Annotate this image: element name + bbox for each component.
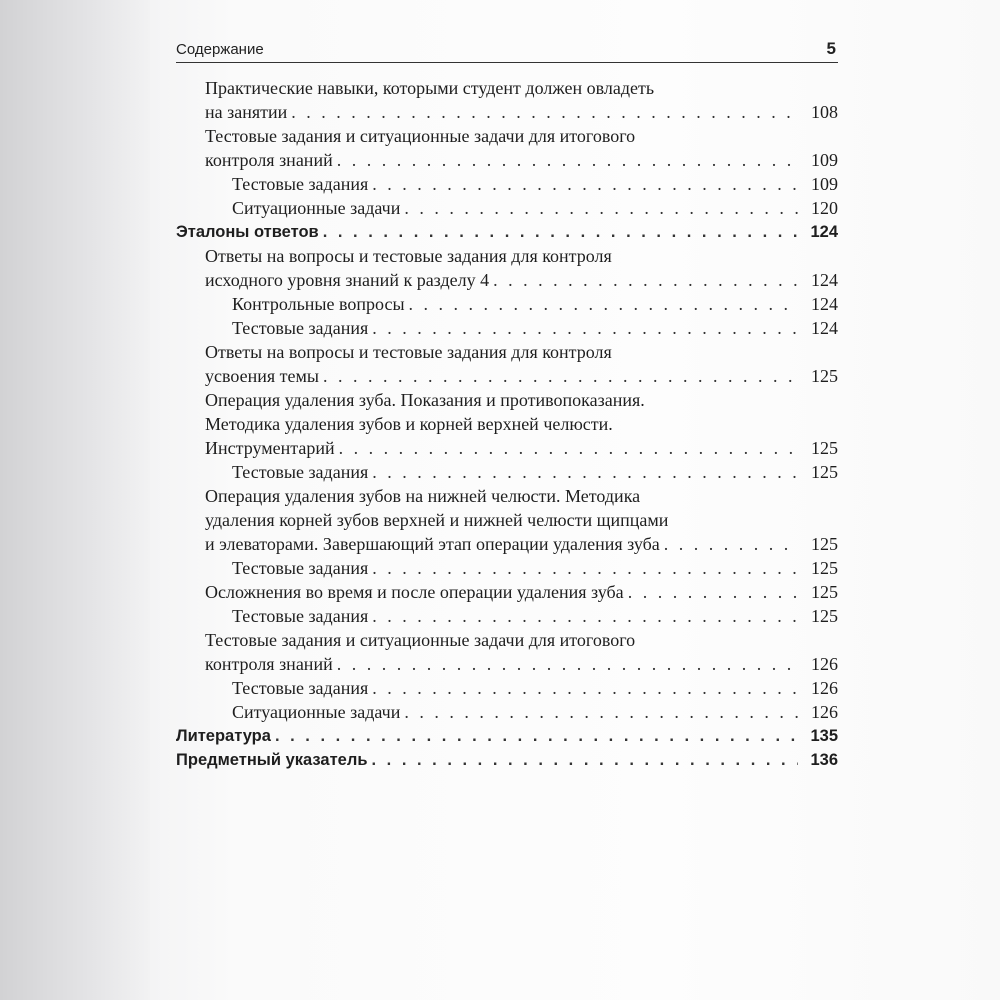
dot-leader bbox=[372, 676, 798, 700]
dot-leader bbox=[372, 316, 798, 340]
toc-entry bbox=[176, 556, 838, 580]
toc-entry bbox=[176, 244, 838, 292]
toc-entry bbox=[176, 388, 838, 460]
toc-entry-text: контроля знаний bbox=[205, 150, 333, 170]
toc-entry-text: Эталоны ответов bbox=[176, 223, 319, 241]
table-of-contents bbox=[176, 76, 838, 772]
toc-entry bbox=[176, 76, 838, 124]
toc-line bbox=[176, 220, 838, 244]
toc-entry-text: контроля знаний bbox=[205, 654, 333, 674]
toc-page-number: 120 bbox=[811, 198, 838, 218]
toc-entry bbox=[176, 340, 838, 388]
toc-line bbox=[176, 676, 838, 700]
toc-entry-text: Инструментарий bbox=[205, 438, 335, 458]
toc-entry bbox=[176, 196, 838, 220]
toc-line bbox=[176, 652, 838, 676]
dot-leader bbox=[372, 172, 798, 196]
toc-line bbox=[176, 700, 838, 724]
toc-line bbox=[176, 148, 838, 172]
toc-page-number: 136 bbox=[810, 751, 838, 769]
toc-entry bbox=[176, 676, 838, 700]
toc-line bbox=[176, 412, 838, 436]
toc-page-number: 126 bbox=[811, 702, 838, 722]
dot-leader bbox=[409, 292, 798, 316]
toc-entry bbox=[176, 172, 838, 196]
dot-leader bbox=[323, 364, 798, 388]
toc-entry-text: Практические навыки, которыми студент должен овладеть bbox=[205, 78, 655, 98]
toc-line bbox=[176, 508, 838, 532]
toc-line bbox=[176, 460, 838, 484]
dot-leader bbox=[337, 148, 798, 172]
toc-entry bbox=[176, 748, 838, 772]
toc-entry-text: Предметный указатель bbox=[176, 751, 368, 769]
bleed-through-texture bbox=[840, 330, 880, 630]
dot-leader bbox=[664, 532, 798, 556]
toc-entry-text: исходного уровня знаний к разделу 4 bbox=[205, 270, 490, 290]
toc-entry-text: Ответы на вопросы и тестовые задания для контроля bbox=[205, 246, 612, 266]
toc-entry-text: Тестовые задания и ситуационные задачи для итогового bbox=[205, 630, 636, 650]
toc-entry-text: усвоения темы bbox=[205, 366, 319, 386]
toc-page-number: 124 bbox=[811, 270, 838, 290]
toc-entry-text: Операция удаления зубов на нижней челюсти. Методика bbox=[205, 486, 641, 506]
toc-page-number: 125 bbox=[811, 558, 838, 578]
toc-page-number: 124 bbox=[811, 294, 838, 314]
dot-leader bbox=[493, 268, 798, 292]
toc-line bbox=[176, 244, 838, 268]
dot-leader bbox=[372, 460, 798, 484]
toc-line bbox=[176, 724, 838, 748]
toc-line bbox=[176, 580, 838, 604]
toc-entry bbox=[176, 724, 838, 748]
toc-entry-text: Ответы на вопросы и тестовые задания для контроля bbox=[205, 342, 612, 362]
toc-entry-text: Тестовые задания bbox=[232, 678, 369, 698]
toc-line bbox=[176, 172, 838, 196]
toc-line bbox=[176, 316, 838, 340]
dot-leader bbox=[404, 196, 798, 220]
toc-entry-text: Литература bbox=[176, 727, 271, 745]
toc-entry bbox=[176, 580, 838, 604]
dot-leader bbox=[371, 748, 798, 772]
toc-entry-text: на занятии bbox=[205, 102, 288, 122]
toc-line bbox=[176, 268, 838, 292]
toc-entry bbox=[176, 604, 838, 628]
toc-page-number: 125 bbox=[811, 582, 838, 602]
toc-line bbox=[176, 628, 838, 652]
toc-entry bbox=[176, 124, 838, 172]
toc-entry-text: Методика удаления зубов и корней верхней челюсти. bbox=[205, 414, 613, 434]
toc-line bbox=[176, 556, 838, 580]
toc-page-number: 109 bbox=[811, 150, 838, 170]
dot-leader bbox=[628, 580, 798, 604]
toc-page-number: 125 bbox=[811, 534, 838, 554]
toc-entry-text: Ситуационные задачи bbox=[232, 702, 401, 722]
toc-entry-text: Тестовые задания bbox=[232, 558, 369, 578]
toc-entry bbox=[176, 700, 838, 724]
header-title: Содержание bbox=[176, 41, 264, 58]
dot-leader bbox=[323, 220, 798, 244]
dot-leader bbox=[275, 724, 798, 748]
toc-line bbox=[176, 100, 838, 124]
toc-line bbox=[176, 340, 838, 364]
toc-page-number: 125 bbox=[811, 606, 838, 626]
toc-page-number: 126 bbox=[811, 678, 838, 698]
toc-entry-text: Тестовые задания bbox=[232, 318, 369, 338]
toc-entry bbox=[176, 628, 838, 676]
toc-line bbox=[176, 436, 838, 460]
toc-entry-text: Тестовые задания bbox=[232, 606, 369, 626]
toc-entry bbox=[176, 292, 838, 316]
toc-entry-text: Операция удаления зуба. Показания и противопоказания. bbox=[205, 390, 645, 410]
toc-entry bbox=[176, 316, 838, 340]
toc-line bbox=[176, 388, 838, 412]
toc-page-number: 109 bbox=[811, 174, 838, 194]
toc-entry-text: удаления корней зубов верхней и нижней челюсти щипцами bbox=[205, 510, 669, 530]
toc-entry bbox=[176, 484, 838, 556]
toc-line bbox=[176, 364, 838, 388]
toc-page-number: 135 bbox=[810, 727, 838, 745]
toc-entry bbox=[176, 220, 838, 244]
dot-leader bbox=[337, 652, 798, 676]
toc-line bbox=[176, 292, 838, 316]
toc-line bbox=[176, 76, 838, 100]
toc-page-number: 125 bbox=[811, 462, 838, 482]
dot-leader bbox=[372, 604, 798, 628]
toc-line bbox=[176, 484, 838, 508]
toc-page-number: 125 bbox=[811, 366, 838, 386]
dot-leader bbox=[291, 100, 798, 124]
toc-entry-text: Контрольные вопросы bbox=[232, 294, 405, 314]
dot-leader bbox=[339, 436, 798, 460]
toc-line bbox=[176, 196, 838, 220]
toc-line bbox=[176, 532, 838, 556]
toc-entry-text: Тестовые задания bbox=[232, 462, 369, 482]
header-page-number: 5 bbox=[826, 39, 836, 58]
toc-line bbox=[176, 748, 838, 772]
book-spine-shadow bbox=[0, 0, 150, 1000]
toc-page-number: 125 bbox=[811, 438, 838, 458]
toc-entry-text: Тестовые задания и ситуационные задачи для итогового bbox=[205, 126, 636, 146]
toc-page-number: 126 bbox=[811, 654, 838, 674]
page-header bbox=[176, 32, 838, 63]
toc-entry-text: Ситуационные задачи bbox=[232, 198, 401, 218]
toc-entry-text: Тестовые задания bbox=[232, 174, 369, 194]
toc-page-number: 124 bbox=[811, 318, 838, 338]
toc-entry bbox=[176, 460, 838, 484]
toc-entry-text: и элеваторами. Завершающий этап операции удаления зуба bbox=[205, 534, 660, 554]
dot-leader bbox=[372, 556, 798, 580]
dot-leader bbox=[404, 700, 798, 724]
toc-page-number: 108 bbox=[811, 102, 838, 122]
toc-page-number: 124 bbox=[810, 223, 838, 241]
toc-line bbox=[176, 604, 838, 628]
toc-entry-text: Осложнения во время и после операции удаления зуба bbox=[205, 582, 624, 602]
toc-line bbox=[176, 124, 838, 148]
